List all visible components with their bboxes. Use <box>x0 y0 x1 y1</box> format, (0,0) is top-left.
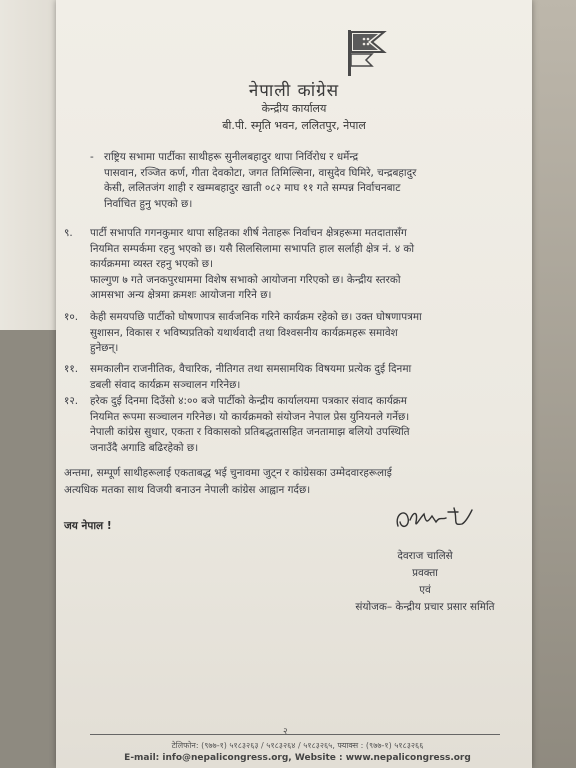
footer-phone: टेलिफोन: (९७७-१) ५१८३२६३ / ५१८३२६४ / ५१८३२६५, फ्याक्स : (९७७-१) ५१८३२६६ <box>171 741 424 750</box>
item-text-line: पार्टी सभापति गगनकुमार थापा सहितका शीर्ष नेताहरू निर्वाचन क्षेत्रहरूमा मतदातासँग <box>90 227 407 239</box>
footer-divider <box>90 734 500 735</box>
item-text-line: आमसभा अन्य क्षेत्रमा क्रमशः आयोजना गरिने छ। <box>90 289 272 301</box>
signatory-title: प्रवक्ता <box>412 567 438 579</box>
footer-contact: E-mail: info@nepalicongress.org, Website : www.nepalicongress.org <box>124 753 471 763</box>
item-text-line: केही समयपछि पार्टीको घोषणापत्र सार्वजनिक गरिने कार्यक्रम रहेको छ। उक्त घोषणापत्रमा <box>90 311 422 323</box>
item-text-line: हुनेछन्। <box>90 342 119 354</box>
item-text-line: सुशासन, विकास र भविष्यप्रतिको यथार्थवादी तथा विश्वसनीय कार्यक्रमहरू समावेश <box>90 326 398 339</box>
closing-line: अत्यधिक मतका साथ विजयी बनाउन नेपाली कांग्रेस आह्वान गर्दछ। <box>64 484 311 496</box>
item-text-line: केसी, ललितजंग शाही र खम्मबहादुर खाती ०८२ माघ ११ गते सम्पन्न निर्वाचनबाट <box>104 182 401 194</box>
item-text-line: निर्वाचित हुनु भएको छ। <box>104 197 193 210</box>
salutation: जय नेपाल ! <box>64 520 112 532</box>
item-text-line: फाल्गुण ७ गते जनकपुरधाममा विशेष सभाको आयोजना गरिएको छ। केन्द्रीय स्तरको <box>90 273 401 286</box>
item-text-line: समकालीन राजनीतिक, वैचारिक, नीतिगत तथा समसामयिक विषयमा प्रत्येक दुई दिनमा <box>90 363 412 375</box>
item-marker: १२. <box>64 395 79 407</box>
signatory-conjunction: एवं <box>419 584 431 596</box>
item-text-line: नियमित सम्पर्कमा रहनु भएको छ। यसै सिलसिलामा सभापति हाल सर्लाही क्षेत्र नं. ४ को <box>90 242 415 255</box>
item-text-line: नेपाली कांग्रेस सुधार, एकता र विकासको प्रतिबद्धतासहित जनतामाझ बलियो उपस्थिति <box>90 426 410 438</box>
item-marker: - <box>90 151 94 163</box>
signatory-block <box>330 548 520 616</box>
item-text-line: हरेक दुई दिनमा दिउँसो ४:०० बजे पार्टीको केन्द्रीय कार्यालयमा पत्रकार संवाद कार्यक्रम <box>90 395 407 407</box>
closing-line: अन्तमा, सम्पूर्ण साथीहरूलाई एकताबद्ध भई चुनावमा जुट्न र कांग्रेसका उम्मेदवारहरूलाई <box>64 467 392 479</box>
item-marker: १०. <box>64 311 79 323</box>
party-name: नेपाली कांग्रेस <box>248 81 340 101</box>
item-marker: ११. <box>64 363 79 375</box>
signatory-title-2: संयोजक– केन्द्रीय प्रचार प्रसार समिति <box>355 601 495 613</box>
item-text-line: राष्ट्रिय सभामा पार्टीका साथीहरू सुनीलबहादुर थापा निर्विरोध र धर्मेन्द्र <box>104 151 359 163</box>
item-text-line: नियमित रूपमा सञ्चालन गरिनेछ। यो कार्यक्रमको संयोजन नेपाल प्रेस युनियनले गर्नेछ। <box>90 410 410 423</box>
party-flag-logo-icon <box>344 28 390 78</box>
office-name: केन्द्रीय कार्यालय <box>261 102 327 115</box>
item-text-line: जनाउँदै अगाडि बढिरहेको छ। <box>90 441 199 454</box>
item-text-line: पासवान, रञ्जित कर्ण, गीता देवकोटा, जगत तिमिल्सिना, वासुदेव घिमिरे, चन्द्रबहादुर <box>104 166 417 179</box>
office-address: बी.पी. स्मृति भवन, ललितपुर, नेपाल <box>222 119 366 132</box>
signatory-name: देवराज चालिसे <box>397 550 453 562</box>
page-number: २ <box>283 727 288 737</box>
handwritten-signature <box>392 500 476 536</box>
item-text-line: कार्यक्रममा व्यस्त रहनु भएको छ। <box>90 258 214 270</box>
closing-paragraph <box>64 465 392 499</box>
item-text-line: डबली संवाद कार्यक्रम सञ्चालन गरिनेछ। <box>90 378 241 391</box>
item-marker: ९. <box>64 227 73 239</box>
